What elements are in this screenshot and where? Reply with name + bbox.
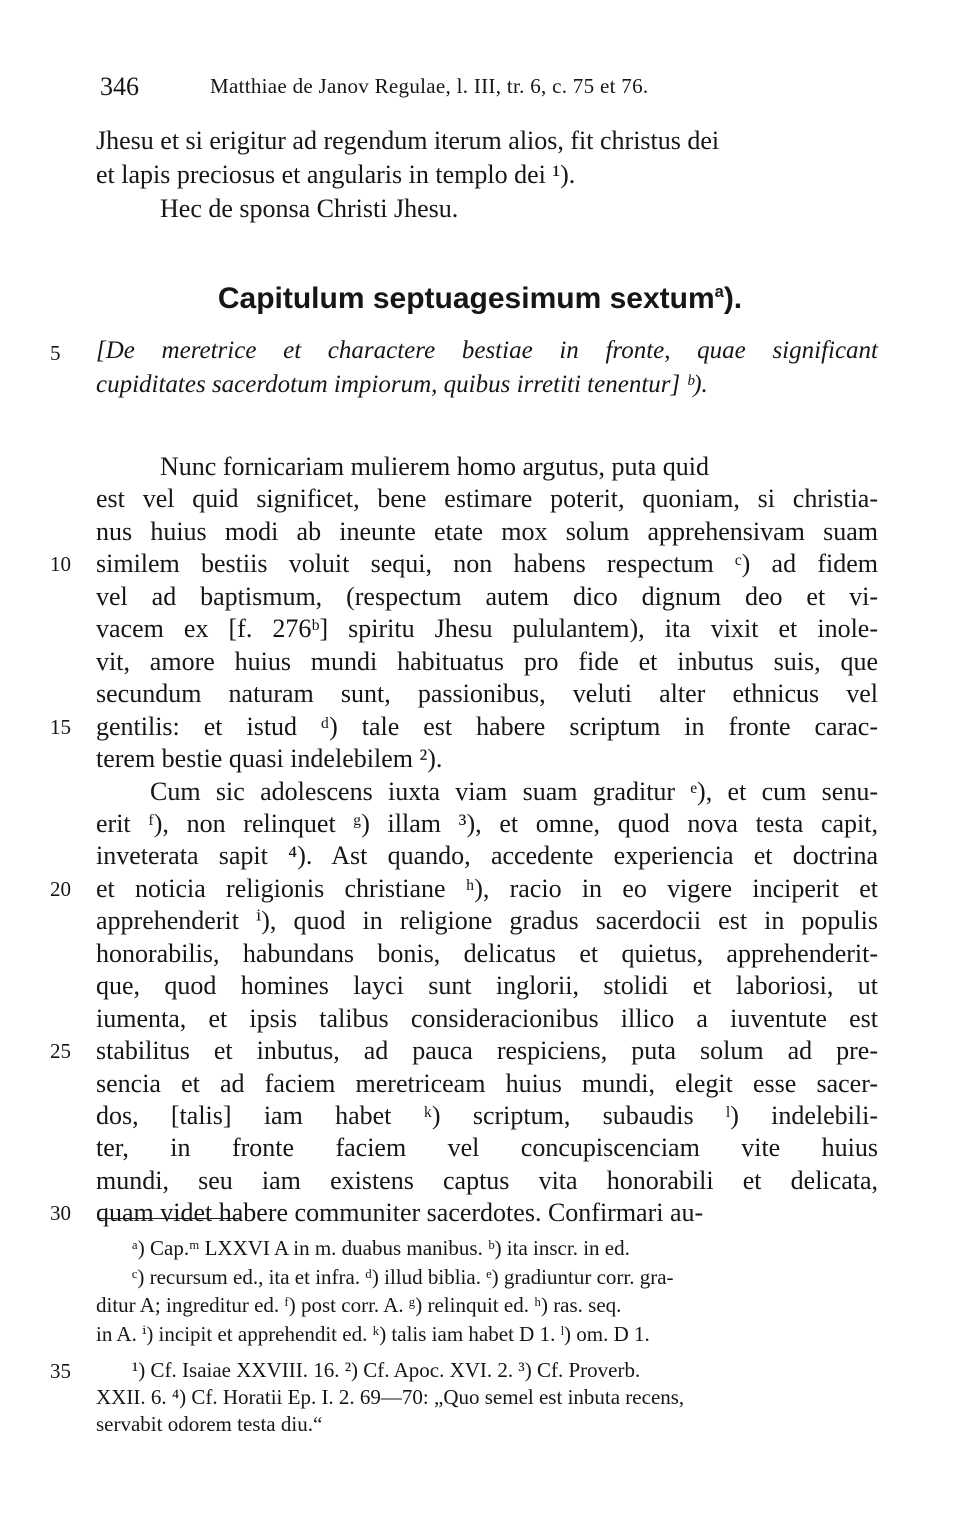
body-line: est vel quid significet, bene estimare poterit, quoniam, si christia-: [96, 484, 878, 513]
body-line: Cum sic adolescens iuxta viam suam graditur ᵉ), et cum senu-: [150, 777, 878, 806]
source-note-line: servabit odorem testa diu.“: [96, 1412, 323, 1436]
body-line: Nunc fornicariam mulierem homo argutus, puta quid: [160, 452, 709, 481]
footnote-rule: [100, 1218, 240, 1219]
body-line: vit, amore huius mundi habituatus pro fide et inbutus suis, que: [96, 647, 878, 676]
line-number: 35: [50, 1359, 71, 1383]
line-number: 5: [50, 341, 61, 365]
body-line: et noticia religionis christiane ʰ), racio in eo vigere inciperit et: [96, 874, 878, 903]
body-line: terem bestie quasi indelebilem ²).: [96, 744, 443, 773]
body-line: inveterata sapit ⁴). Ast quando, accedente experiencia et doctrina: [96, 841, 878, 870]
source-note-line: XXII. 6. ⁴) Cf. Horatii Ep. I. 2. 69—70: „Quo semel est inbuta recens,: [96, 1385, 685, 1409]
line-number: 10: [50, 552, 71, 576]
body-line: apprehenderit ⁱ), quod in religione gradus sacerdocii est in populis: [96, 906, 878, 935]
critical-note-line: ditur A; ingreditur ed. ᶠ) post corr. A. ᵍ) relinquit ed. ʰ) ras. seq.: [96, 1293, 622, 1317]
line-number: 15: [50, 715, 71, 739]
critical-note-line: in A. ⁱ) incipit et apprehendit ed. ᵏ) talis iam habet D 1. ˡ) om. D 1.: [96, 1322, 650, 1346]
line-number: 25: [50, 1039, 71, 1063]
intro-line: Jhesu et si erigitur ad regendum iterum alios, fit christus dei: [96, 126, 720, 155]
body-line: iumenta, et ipsis talibus consideracionibus illico a iuventute est: [96, 1004, 878, 1033]
page-number: 346: [100, 72, 139, 101]
critical-note-line: ᶜ) recursum ed., ita et infra. ᵈ) illud biblia. ᵉ) gradiuntur corr. gra-: [132, 1265, 674, 1289]
intro-line: Hec de sponsa Christi Jhesu.: [160, 194, 459, 223]
body-line: secundum naturam sunt, passionibus, veluti alter ethnicus vel: [96, 679, 878, 708]
body-line: erit ᶠ), non relinquet ᵍ) illam ³), et omne, quod nova testa capit,: [96, 809, 878, 838]
intro-paragraph: [96, 124, 876, 226]
body-line: honorabilis, habundans bonis, delicatus et quietus, apprehenderit-: [96, 939, 878, 968]
running-header: [100, 72, 880, 106]
body-line: sencia et ad faciem meretriceam huius mundi, elegit esse sacer-: [96, 1069, 878, 1098]
source-note-line: ¹) Cf. Isaiae XXVIII. 16. ²) Cf. Apoc. XVI. 2. ³) Cf. Proverb.: [132, 1358, 641, 1382]
body-line: ter, in fronte faciem vel concupiscenciam vite huius: [96, 1133, 878, 1162]
subtitle-line: cupiditates sacerdotum impiorum, quibus irretiti tenentur] ᵇ).: [96, 371, 708, 398]
chapter-heading: [0, 282, 960, 316]
chapter-title: Capitulum septuagesimum sextum: [217, 282, 715, 315]
line-number: 20: [50, 877, 71, 901]
critical-note-line: ᵃ) Cap.ᵐ LXXVI A in m. duabus manibus. ᵇ) ita inscr. in ed.: [132, 1236, 630, 1260]
body-line: vel ad baptismum, (respectum autem dico dignum deo et vi-: [96, 582, 878, 611]
body-line: quam videt habere communiter sacerdotes. Confirmari au-: [96, 1198, 704, 1227]
chapter-subtitle: [96, 334, 876, 402]
subtitle-line: [De meretrice et charactere bestiae in fronte, quae significant: [96, 337, 878, 364]
body-line: gentilis: et istud ᵈ) tale est habere scriptum in fronte carac-: [96, 712, 878, 741]
body-line: stabilitus et inbutus, ad pauca respiciens, puta solum ad pre-: [96, 1036, 878, 1065]
chapter-title-end: ).: [723, 282, 743, 315]
body-line: que, quod homines layci sunt inglorii, stolidi et laboriosi, ut: [96, 971, 878, 1000]
chapter-note-mark: a: [714, 283, 724, 301]
body-line: vacem ex [f. 276ᵇ] spiritu Jhesu pululantem), ita vixit et inole-: [96, 614, 878, 643]
body-line: dos, [talis] iam habet ᵏ) scriptum, subaudis ˡ) indelebili-: [96, 1101, 878, 1130]
line-number: 30: [50, 1201, 71, 1225]
intro-line: et lapis preciosus et angularis in templo dei ¹).: [96, 160, 576, 189]
body-line: mundi, seu iam existens captus vita honorabili et delicata,: [96, 1166, 878, 1195]
running-title: Matthiae de Janov Regulae, l. III, tr. 6, c. 75 et 76.: [210, 74, 649, 98]
body-line: similem bestiis voluit sequi, non habens respectum ᶜ) ad fidem: [96, 549, 878, 578]
body-line: nus huius modi ab ineunte etate mox solum apprehensivam suam: [96, 517, 878, 546]
